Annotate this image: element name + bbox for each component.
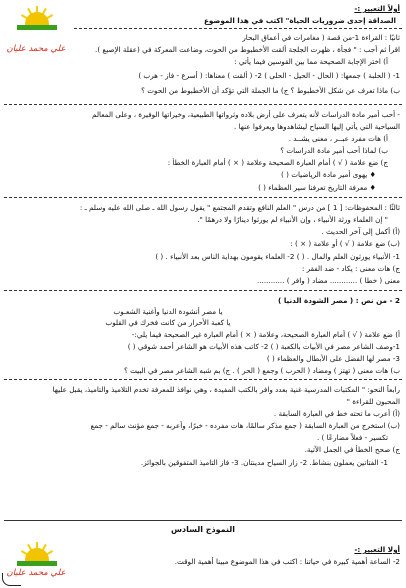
divider <box>4 520 402 521</box>
poem-questions: ب) هات معنى ( تهتز ) ومضاد ( الحرب ) وجمع ( الحر ) . ج) بم شبه الشاعر مصر في البيت ؟ <box>124 366 400 375</box>
divider <box>4 197 402 198</box>
poem-verse-2: يا كعبة الأحرار من كانت فخرك في القلوب <box>105 318 231 327</box>
author-signature: علي محمد عليان <box>6 44 66 54</box>
section-heading-expression: أولاً التعبير :- <box>354 4 400 13</box>
statement-math: ♦ يهوى أمير مادة الرياضيات ( ) <box>281 170 376 179</box>
author-signature: علي محمد عليان <box>6 568 66 578</box>
poem-statements-1: 1-وصف الشاعر مصر في الأبيات بالكعبة ( ) 2- كاتب هذه الأبيات هو الشاعر أحمد شوقي ( ) <box>127 342 400 351</box>
question-extract-cont: تكسير - فعلاً مضارعًا ) . <box>316 433 388 442</box>
question-singular: أ) هات مفرد عبــر ، معنى يشــد . <box>288 134 388 143</box>
question-correct: ج) صحح الخطأ في الجمل الآتية. <box>304 445 400 454</box>
statement-history: ♦ معرفة التاريخ تعرفنا سير العظماء ( ) <box>258 183 376 192</box>
passage-studies-1: - أحب أمير مادة الدراسات لأنه يتعرف على أرض بلاده وثرواتها الطبيعية، وخيراتها الوفيرة ، وعلى المعالم <box>92 110 400 119</box>
statements-hadith: 1- الأنبياء يورثون العلم والمال . ( ) 2- العلماء يقومون بهداية الناس بعد الأنبياء . ( ) <box>155 252 400 261</box>
question-correct-items: 1- الفتاتين يعملون بنشاط. 2- زار السياح مدينتان. 3- فاز التاميذ المتفوقين بالجوائز. <box>140 458 388 467</box>
grammar-heading: رابعاً النحو: " المكتبات المدرسية غنية بعدد وافر بالكتب المفيدة ، وهي نوافذ للمعرفة تخدم التلاميذ والتاميذ، يقبل عليها <box>52 385 400 394</box>
poem-statements-2: 3- مصر لها الفضل على الأبطال والعظماء ( ) <box>266 354 400 363</box>
question-meaning: ج) هات معنى : يكاد - ضد الفقر : <box>301 264 400 273</box>
question-extract: (ب) استخرج من العبارة السابقة ( جمع مذكر سالمًا، هات مفرده - خبرًا، وأعربه - جمع مؤنث سالم - جمع <box>90 421 400 430</box>
hadith-text: " إن العلماء ورثة الأنبياء ، وإن الأنبياء لم يورثوا دينارًا ولا درهمًا ". <box>197 215 388 224</box>
reading-heading: ثانيًا : القراءة 1-من قصة ( مغامرات في أعماق البحار <box>242 33 400 42</box>
expression-prompt-2: 2- الساعة أهمية كبيرة في حياتنا : اكتب في هذا الموضوع مبينا أهمية الوقت. <box>174 557 400 566</box>
divider <box>4 290 402 291</box>
expression-prompt: الصداقة إحدى ضروريات الحياة" اكتب في هذا الموضوع <box>203 16 396 25</box>
question-complete: (أ) أكمل إلى آخر الحديث . <box>321 227 400 236</box>
question-why: ب) لماذا أحب أمير مادة الدراسات ؟ <box>280 146 388 155</box>
question-meaning-opposite: معنى ( خطا ) ............ مضاد ( وافر ) ............ <box>257 276 400 285</box>
grammar-heading-cont: المحبون للقراءة " <box>346 397 400 406</box>
question-true-false: ج) ضع علامة ( √ ) أمام العبارة الصحيحة وعلامة ( × ) أمام العبارة الخطأ : <box>167 158 388 167</box>
question-mark: (ب) ضع علامة ( √ ) أو علامة ( × ) : <box>290 239 400 248</box>
sun-logo-icon <box>17 542 57 566</box>
question-choose-items: 1- ( الحلبة ) جمعها: ( الحال - الحيل - الحلى ) 2- ( ألقت ) معناها: ( أسرع - فاز - هرب ) <box>138 71 400 80</box>
section-heading-expression-2: أولا التعبير :- <box>354 545 400 554</box>
divider <box>74 28 402 29</box>
question-choose: أ) اختر الإجابة الصحيحة مما بين القوسين فيما يأتي : <box>234 57 388 66</box>
model-six-title: النموذج السادس <box>170 525 236 534</box>
question-octopus: ب) ماذا تعرف عن شكل الأخطبوط ؟ ج) ما الجملة التي تؤكد أن الأخطبوط من الحوت ؟ <box>141 86 400 95</box>
question-parse: (أ) أعرب ما تحته خط في العبارة السابقة . <box>273 409 400 418</box>
poem-heading: 2 - من نص : ( مصر الشودة الدنيا ) <box>278 296 400 305</box>
passage-studies-2: السياحية التي يأتي إليها السياح ليشاهدوها ويعرفوا عنها . <box>234 122 400 131</box>
poem-true-false: أ) ضع علامة ( √ ) أمام العبارة الصحيحة، وعلامة ( × ) أمام العبارة غير الصحيحة فيما يلي:- <box>131 330 400 339</box>
memorization-heading: ثالثًا : المحفوظات: [ 1 ] من درس " العلم النافع وتقدم المجتمع " يقول رسول الله ـ صلى الله عليه وسلم ـ : <box>79 203 400 212</box>
reading-passage: اقرأ ثم أجب : " فجأة ، ظهرت الجلجة ألقت الأخطبوط من الحوت، وضاعت المعركة في (عقلة الإصبع ). <box>95 45 400 54</box>
page-corner-mark <box>2 573 21 586</box>
divider <box>4 104 402 105</box>
poem-verse-1: يا مصر أنشودة الدنيا وأغنية الشعـوب <box>113 307 223 316</box>
divider <box>4 379 402 380</box>
